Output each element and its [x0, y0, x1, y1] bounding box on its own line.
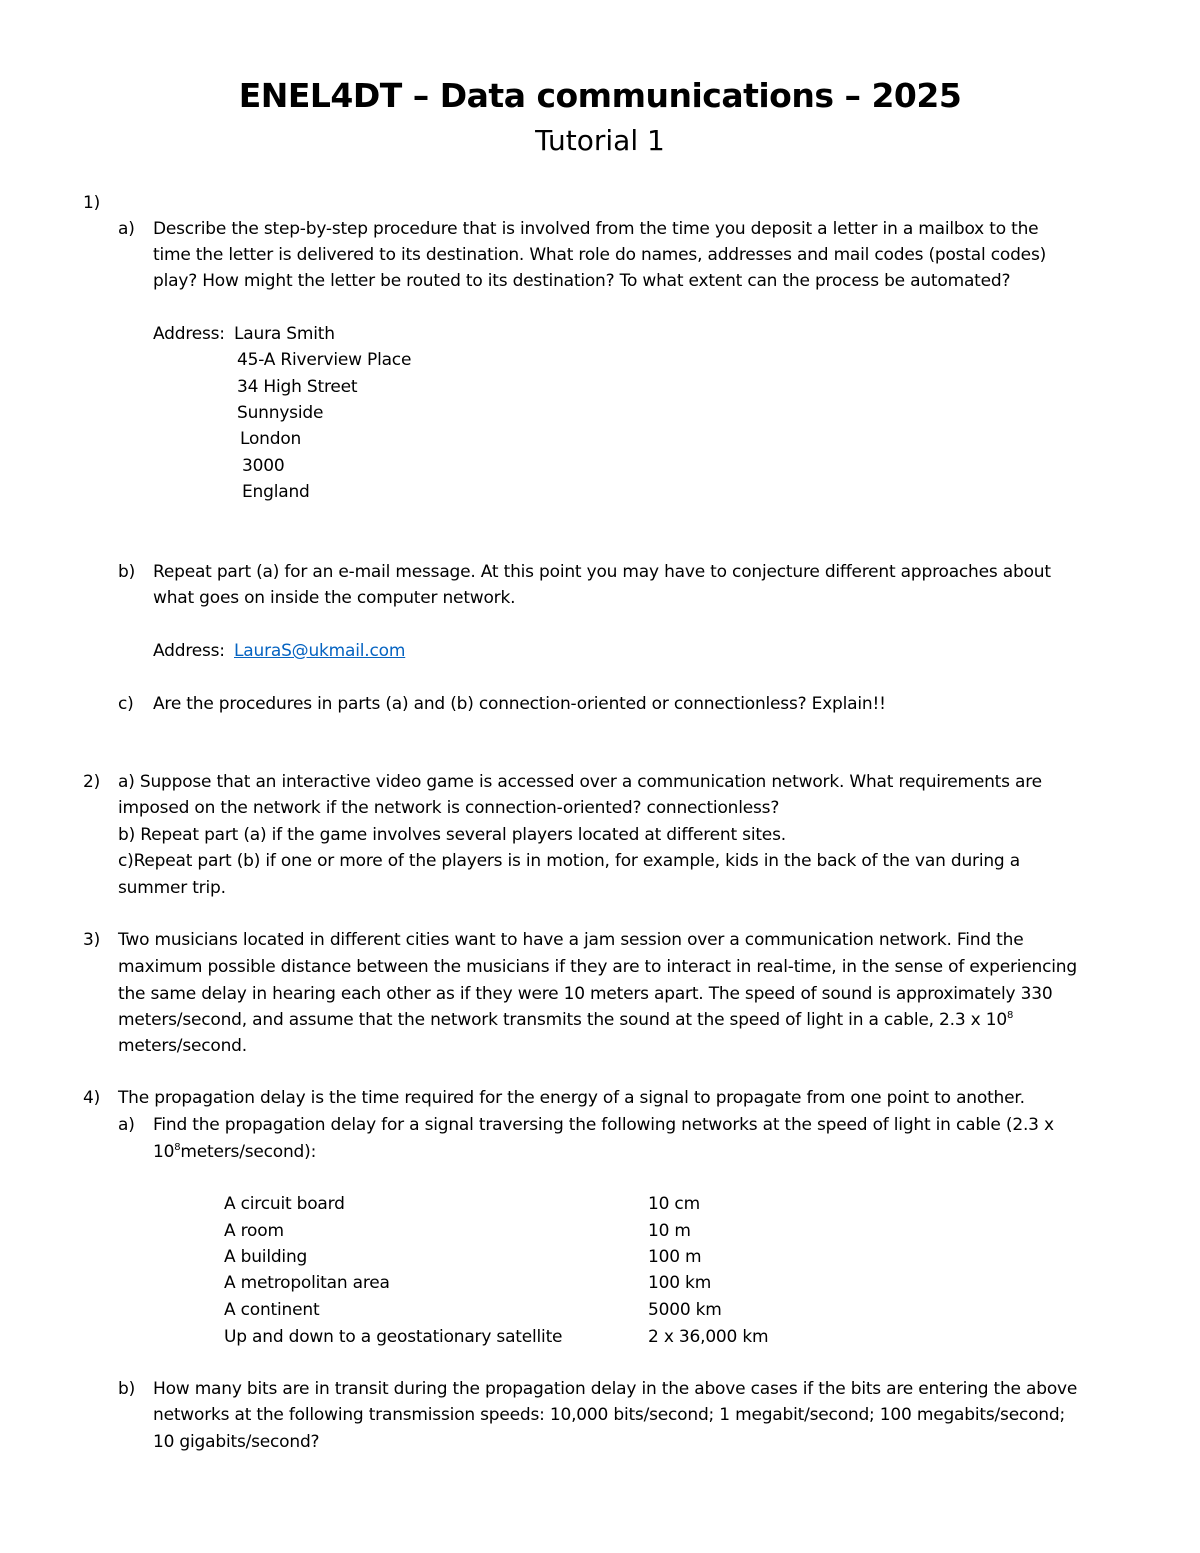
- paragraph-line: imposed on the network if the network is connection-oriented? connectionless?: [118, 798, 780, 818]
- part-label: c): [118, 694, 134, 714]
- question-number: 2): [83, 772, 101, 792]
- paragraph-line: Are the procedures in parts (a) and (b) connection-oriented or connectionless? Explain!!: [153, 694, 886, 714]
- paragraph-line: networks at the following transmission speeds: 10,000 bits/second; 1 megabit/second; 100 megabits/second;: [153, 1405, 1065, 1425]
- question-number: 3): [83, 930, 101, 950]
- table-cell-distance: 100 km: [648, 1273, 712, 1293]
- paragraph-line: meters/second.: [118, 1036, 247, 1056]
- paragraph-line: The propagation delay is the time required for the energy of a signal to propagate from one point to another.: [118, 1088, 1025, 1108]
- address-line: Sunnyside: [237, 403, 324, 423]
- page-subtitle: Tutorial 1: [535, 124, 665, 157]
- paragraph-line: [153, 1142, 316, 1162]
- table-cell-distance: 10 m: [648, 1221, 691, 1241]
- table-cell-network: A building: [224, 1247, 308, 1267]
- address-line: 45-A Riverview Place: [237, 350, 412, 370]
- paragraph-line: Two musicians located in different cities want to have a jam session over a communication network. Find the: [118, 930, 1024, 950]
- table-cell-distance: 100 m: [648, 1247, 702, 1267]
- text-run: 10: [153, 1142, 175, 1162]
- table-cell-network: A room: [224, 1221, 284, 1241]
- email-link[interactable]: LauraS@ukmail.com: [234, 641, 406, 661]
- superscript: 8: [174, 1142, 181, 1153]
- paragraph-line: Find the propagation delay for a signal traversing the following networks at the speed of light in cable (2.3 x: [153, 1115, 1054, 1135]
- paragraph-line: 10 gigabits/second?: [153, 1432, 320, 1452]
- part-label: b): [118, 1379, 136, 1399]
- paragraph-line: How many bits are in transit during the propagation delay in the above cases if the bits are entering the above: [153, 1379, 1078, 1399]
- paragraph-line: what goes on inside the computer network.: [153, 588, 516, 608]
- table-cell-distance: 10 cm: [648, 1194, 700, 1214]
- address-line: Laura Smith: [234, 324, 335, 344]
- text-run: meters/second):: [180, 1142, 317, 1162]
- paragraph-line: maximum possible distance between the musicians if they are to interact in real-time, in the sense of experiencing: [118, 957, 1077, 977]
- paragraph-line: time the letter is delivered to its destination. What role do names, addresses and mail codes (postal codes): [153, 245, 1047, 265]
- address-line: 3000: [242, 456, 285, 476]
- address-line: England: [242, 482, 310, 502]
- table-cell-network: Up and down to a geostationary satellite: [224, 1327, 563, 1347]
- paragraph-line: summer trip.: [118, 878, 226, 898]
- paragraph-line: b) Repeat part (a) if the game involves several players located at different sites.: [118, 825, 786, 845]
- text-run: meters/second, and assume that the network transmits the sound at the speed of light in a cable, 2.3 x 10: [118, 1010, 1007, 1030]
- part-label: a): [118, 219, 135, 239]
- paragraph-line: the same delay in hearing each other as if they were 10 meters apart. The speed of sound is approximately 330: [118, 984, 1053, 1004]
- address-line: London: [240, 429, 302, 449]
- paragraph-line: a) Suppose that an interactive video game is accessed over a communication network. What requirements are: [118, 772, 1042, 792]
- address-line: 34 High Street: [237, 377, 358, 397]
- paragraph-line: [118, 1010, 1013, 1030]
- paragraph-line: Describe the step-by-step procedure that is involved from the time you deposit a letter in a mailbox to the: [153, 219, 1039, 239]
- table-cell-network: A continent: [224, 1300, 320, 1320]
- table-cell-network: A metropolitan area: [224, 1273, 390, 1293]
- paragraph-line: c)Repeat part (b) if one or more of the players is in motion, for example, kids in the back of the van during a: [118, 851, 1020, 871]
- part-label: a): [118, 1115, 135, 1135]
- page-title: ENEL4DT – Data communications – 2025: [238, 76, 962, 115]
- address-label: Address:: [153, 641, 225, 661]
- paragraph-line: Repeat part (a) for an e-mail message. At this point you may have to conjecture different approaches about: [153, 562, 1051, 582]
- paragraph-line: play? How might the letter be routed to its destination? To what extent can the process be automated?: [153, 271, 1011, 291]
- superscript: 8: [1006, 1010, 1014, 1021]
- table-cell-distance: 2 x 36,000 km: [648, 1327, 769, 1347]
- part-label: b): [118, 562, 136, 582]
- table-cell-distance: 5000 km: [648, 1300, 722, 1320]
- table-cell-network: A circuit board: [224, 1194, 345, 1214]
- address-label: Address:: [153, 324, 225, 344]
- question-number: 4): [83, 1088, 101, 1108]
- question-number: 1): [83, 193, 101, 213]
